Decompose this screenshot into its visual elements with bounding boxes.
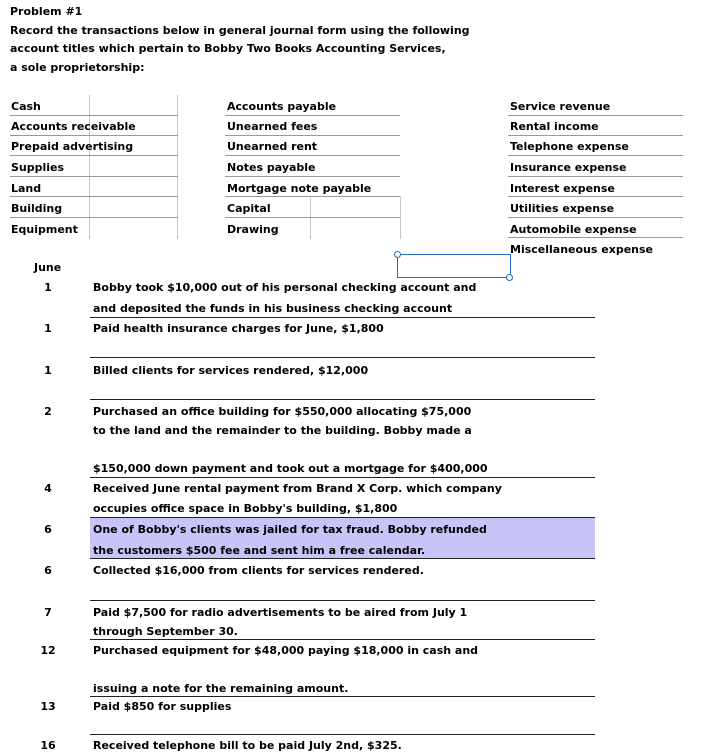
transaction-date: 16 <box>40 739 56 752</box>
entry-rule <box>90 317 595 318</box>
row-rule <box>508 217 683 218</box>
account-drawing: Drawing <box>227 223 279 236</box>
transaction-date: 4 <box>44 482 52 495</box>
transaction-text: Billed clients for services rendered, $12,000 <box>93 364 369 377</box>
row-rule <box>225 196 400 197</box>
row-rule <box>10 115 178 116</box>
entry-rule <box>90 558 595 559</box>
row-rule <box>508 115 683 116</box>
grid-line <box>400 196 401 239</box>
transaction-text: occupies office space in Bobby's building, $1,800 <box>93 502 398 515</box>
account-telephone-expense: Telephone expense <box>510 140 629 153</box>
resize-handle-bottom-right[interactable] <box>506 274 513 281</box>
entry-rule <box>90 357 595 358</box>
transaction-text: Purchased an office building for $550,000 allocating $75,000 <box>93 405 472 418</box>
resize-handle-top-left[interactable] <box>394 251 401 258</box>
account-capital: Capital <box>227 202 271 215</box>
transaction-text: Bobby took $10,000 out of his personal checking account and <box>93 281 477 294</box>
transaction-date: 1 <box>44 281 52 294</box>
account-mortgage-note-payable: Mortgage note payable <box>227 182 372 195</box>
account-prepaid-advertising: Prepaid advertising <box>11 140 134 153</box>
account-notes-payable: Notes payable <box>227 161 316 174</box>
entry-rule <box>90 696 595 697</box>
account-cash: Cash <box>11 100 41 113</box>
transaction-date: 6 <box>44 564 52 577</box>
transaction-date: 13 <box>40 700 56 713</box>
account-equipment: Equipment <box>11 223 78 236</box>
account-building: Building <box>11 202 63 215</box>
account-unearned-fees: Unearned fees <box>227 120 318 133</box>
transaction-date: 1 <box>44 322 52 335</box>
row-rule <box>10 155 178 156</box>
row-rule <box>10 176 178 177</box>
transaction-text: $150,000 down payment and took out a mortgage for $400,000 <box>93 462 488 475</box>
transaction-text: Received June rental payment from Brand X Corp. which company <box>93 482 502 495</box>
selected-text-box[interactable] <box>397 254 511 278</box>
transaction-text-highlighted[interactable]: the customers $500 fee and sent him a free calendar. <box>93 544 426 557</box>
row-rule <box>10 217 178 218</box>
account-insurance-expense: Insurance expense <box>510 161 627 174</box>
account-land: Land <box>11 182 42 195</box>
entry-rule <box>90 517 595 518</box>
account-accounts-receivable: Accounts receivable <box>11 120 136 133</box>
transaction-date: 6 <box>44 523 52 536</box>
transaction-date: 7 <box>44 606 52 619</box>
row-rule <box>225 176 400 177</box>
account-automobile-expense: Automobile expense <box>510 223 637 236</box>
row-rule <box>225 217 400 218</box>
entry-rule <box>90 477 595 478</box>
transaction-text: Received telephone bill to be paid July 2nd, $325. <box>93 739 402 752</box>
account-interest-expense: Interest expense <box>510 182 615 195</box>
row-rule <box>508 176 683 177</box>
month-label: June <box>34 261 62 274</box>
account-miscellaneous-expense: Miscellaneous expense <box>510 243 653 256</box>
entry-rule <box>90 399 595 400</box>
transaction-text: Paid $7,500 for radio advertisements to be aired from July 1 <box>93 606 468 619</box>
transaction-date: 1 <box>44 364 52 377</box>
transaction-text: issuing a note for the remaining amount. <box>93 682 349 695</box>
row-rule <box>10 135 178 136</box>
row-rule <box>10 196 178 197</box>
account-service-revenue: Service revenue <box>510 100 611 113</box>
intro-line-1: Record the transactions below in general journal form using the following <box>10 24 470 37</box>
row-rule <box>225 155 400 156</box>
account-rental-income: Rental income <box>510 120 599 133</box>
row-rule <box>508 155 683 156</box>
problem-title: Problem #1 <box>10 5 83 18</box>
account-utilities-expense: Utilities expense <box>510 202 615 215</box>
transaction-text: to the land and the remainder to the building. Bobby made a <box>93 424 472 437</box>
transaction-text: Purchased equipment for $48,000 paying $18,000 in cash and <box>93 644 479 657</box>
intro-line-2: account titles which pertain to Bobby Two Books Accounting Services, <box>10 42 446 55</box>
transaction-date: 12 <box>40 644 56 657</box>
transaction-text: through September 30. <box>93 625 238 638</box>
account-supplies: Supplies <box>11 161 65 174</box>
row-rule <box>225 135 400 136</box>
transaction-text: Collected $16,000 from clients for services rendered. <box>93 564 424 577</box>
entry-rule <box>90 734 595 735</box>
transaction-date: 2 <box>44 405 52 418</box>
account-accounts-payable: Accounts payable <box>227 100 337 113</box>
row-rule <box>225 115 400 116</box>
row-rule <box>508 237 683 238</box>
intro-line-3: a sole proprietorship: <box>10 61 145 74</box>
transaction-text-highlighted[interactable]: One of Bobby's clients was jailed for tax fraud. Bobby refunded <box>93 523 487 536</box>
transaction-text: Paid health insurance charges for June, $1,800 <box>93 322 384 335</box>
transaction-text: Paid $850 for supplies <box>93 700 232 713</box>
row-rule <box>508 196 683 197</box>
row-rule <box>508 135 683 136</box>
transaction-text: and deposited the funds in his business checking account <box>93 302 453 315</box>
account-unearned-rent: Unearned rent <box>227 140 318 153</box>
entry-rule <box>90 600 595 601</box>
entry-rule <box>90 639 595 640</box>
